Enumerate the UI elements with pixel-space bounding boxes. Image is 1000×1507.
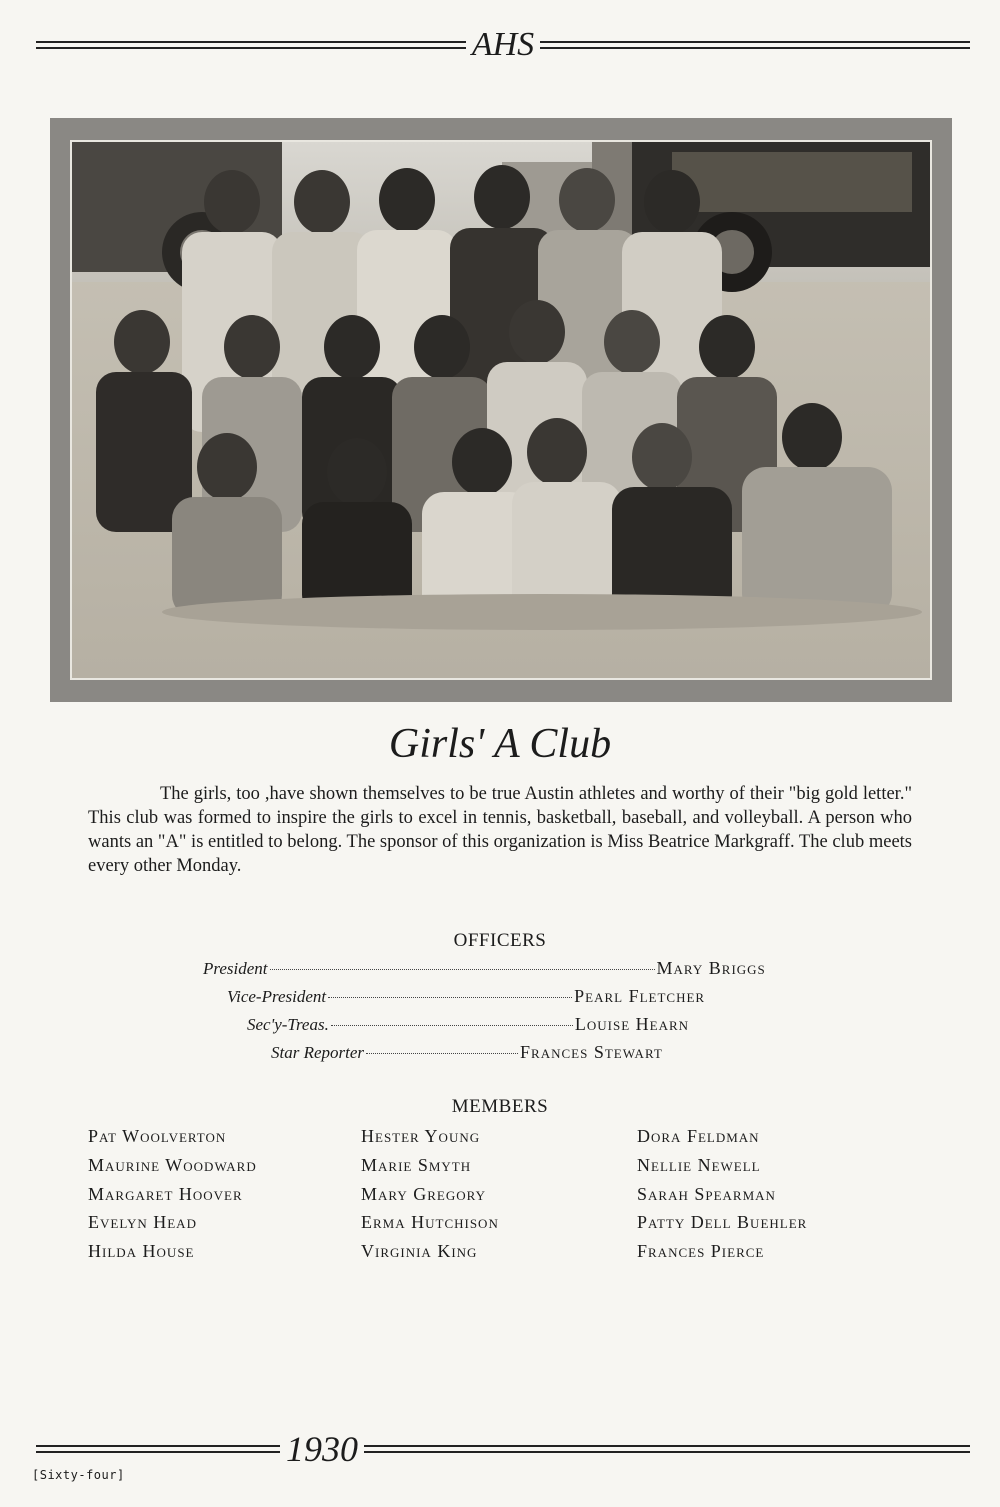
member-name: Hilda House	[88, 1241, 195, 1262]
body-paragraph: The girls, too ,have shown themselves to be true Austin athletes and worthy of their "big gold letter." This club was formed to inspire the girls to excel in tennis, basketball, baseball, and volleyball. A person who wants an "A" is entitled to belong. The sponsor of this organization is Miss Beatrice Markgraff. The club meets every other Monday.	[88, 784, 912, 876]
officer-role: Star Reporter	[271, 1043, 365, 1062]
member-name: Virginia King	[361, 1241, 478, 1262]
group-photo	[70, 140, 932, 680]
header-rule-left	[36, 41, 466, 49]
members-heading: MEMBERS	[451, 1096, 549, 1117]
page-number: [Sixty-four]	[32, 1468, 125, 1482]
officer-name: Mary Briggs	[656, 958, 766, 978]
leader-dots	[366, 1053, 518, 1054]
member-name: Evelyn Head	[88, 1212, 197, 1233]
member-name: Mary Gregory	[361, 1183, 486, 1204]
leader-dots	[270, 969, 655, 970]
member-name: Nellie Newell	[637, 1154, 761, 1175]
header-rule	[36, 26, 970, 63]
group-photo-illustration	[72, 142, 930, 678]
member-name: Hester Young	[361, 1126, 481, 1146]
officer-row-president	[203, 958, 766, 982]
members-column-2	[361, 1124, 499, 1268]
member-name: Maurine Woodward	[88, 1154, 257, 1175]
footer-year: 1930	[286, 1429, 358, 1469]
members-column-1	[88, 1124, 257, 1268]
member-name: Erma Hutchison	[361, 1212, 499, 1233]
member-name: Dora Feldman	[637, 1126, 760, 1146]
member-name: Sarah Spearman	[637, 1183, 776, 1204]
officer-role: Sec'y-Treas.	[247, 1015, 329, 1034]
officer-row-vice-president	[227, 986, 705, 1010]
officer-row-star-reporter	[271, 1042, 663, 1066]
header-rule-right	[540, 41, 970, 49]
officer-row-secy-treas	[247, 1014, 689, 1038]
page-title: Girls' A Club	[388, 721, 612, 767]
leader-dots	[328, 997, 572, 998]
officers-heading: OFFICERS	[453, 930, 547, 951]
officer-role: President	[203, 959, 268, 978]
members-column-3	[637, 1124, 807, 1268]
officer-name: Pearl Fletcher	[574, 986, 706, 1006]
leader-dots	[331, 1025, 573, 1026]
photo-frame	[50, 118, 952, 702]
member-name: Frances Pierce	[637, 1241, 765, 1262]
officer-role: Vice-President	[227, 987, 327, 1006]
officer-name: Frances Stewart	[520, 1042, 663, 1062]
footer-rule	[36, 1429, 970, 1469]
member-name: Margaret Hoover	[88, 1183, 243, 1204]
header-label: AHS	[471, 26, 535, 63]
member-name: Patty Dell Buehler	[637, 1212, 808, 1233]
member-name: Marie Smyth	[361, 1154, 472, 1175]
footer-rule-right	[364, 1445, 970, 1453]
member-name: Pat Woolverton	[88, 1126, 227, 1146]
officer-name: Louise Hearn	[574, 1014, 690, 1034]
footer-rule-left	[36, 1445, 280, 1453]
